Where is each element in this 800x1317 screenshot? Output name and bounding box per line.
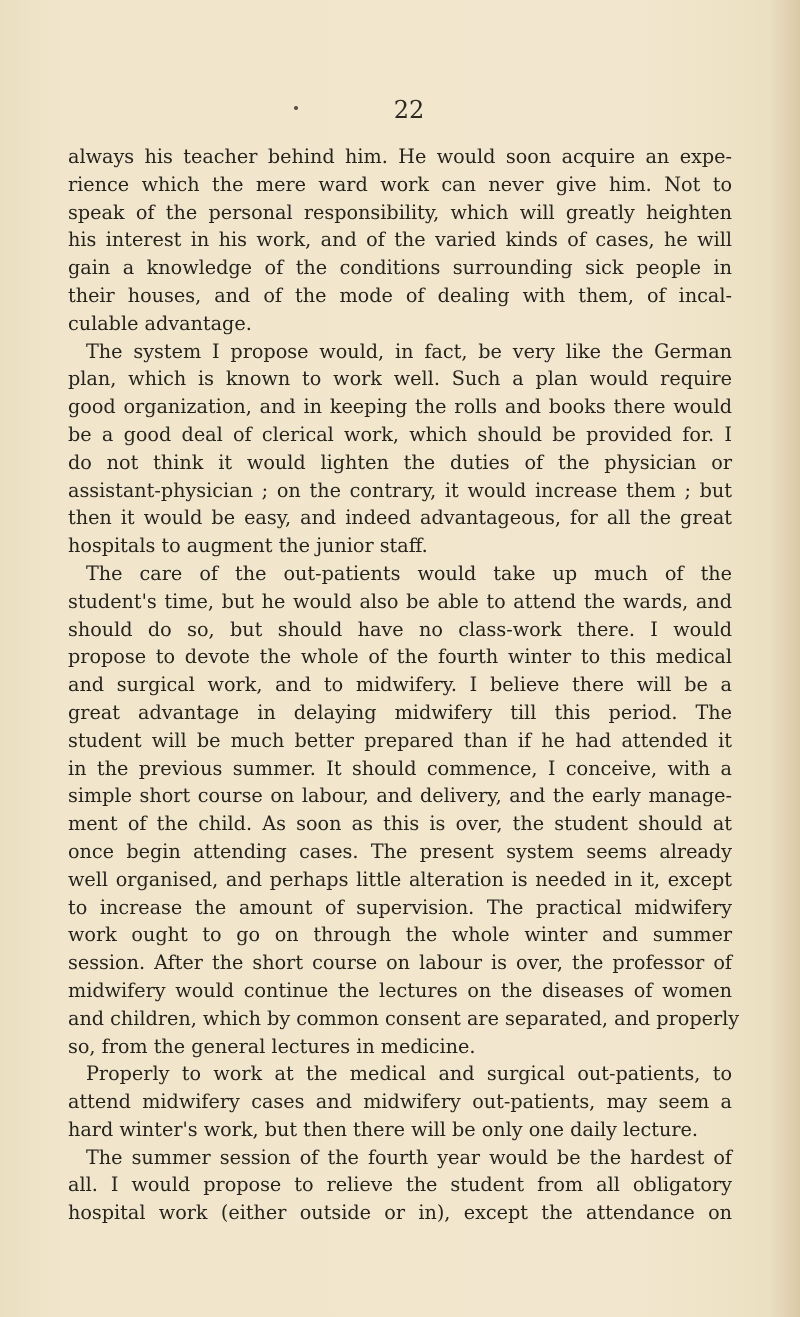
text-line: and surgical work, and to midwifery. I believe there will be a [68, 673, 732, 697]
text-line: their houses, and of the mode of dealing with them, of incal- [68, 283, 732, 307]
text-line: The care of the out-patients would take up much of the [86, 561, 732, 585]
text-line: simple short course on labour, and delivery, and the early manage- [68, 784, 732, 808]
body-text [68, 143, 740, 1227]
text-line: work ought to go on through the whole winter and summer [68, 923, 732, 947]
text-line: his interest in his work, and of the varied kinds of cases, he will [68, 228, 732, 252]
text-line: well organised, and perhaps little alteration is needed in it, except [68, 867, 732, 891]
text-line: be a good deal of clerical work, which should be provided for. I [68, 422, 732, 446]
text-line: all. I would propose to relieve the student from all obligatory [68, 1173, 732, 1197]
text-line: speak of the personal responsibility, which will greatly heighten [68, 200, 732, 224]
text-line: hard winter's work, but then there will be only one daily lecture. [68, 1117, 698, 1141]
text-line: once begin attending cases. The present system seems already [68, 839, 732, 863]
text-line: then it would be easy, and indeed advantageous, for all the great [68, 506, 732, 530]
page-number: 22 [393, 96, 425, 124]
text-line: student will be much better prepared than if he had attended it [68, 728, 732, 752]
text-line: attend midwifery cases and midwifery out-patients, may seem a [68, 1090, 732, 1114]
text-line: always his teacher behind him. He would soon acquire an expe- [68, 145, 732, 168]
text-line: to increase the amount of supervision. The practical midwifery [68, 895, 732, 919]
text-line: The system I propose would, in fact, be very like the German [86, 339, 732, 363]
text-line: so, from the general lectures in medicine. [68, 1034, 476, 1058]
text-line: midwifery would continue the lectures on the diseases of women [68, 978, 732, 1002]
text-line: do not think it would lighten the duties of the physician or [68, 450, 732, 474]
text-line: hospital work (either outside or in), except the attendance on [68, 1201, 732, 1225]
text-line: culable advantage. [68, 311, 252, 335]
text-line: hospitals to augment the junior staff. [68, 534, 428, 558]
text-line: good organization, and in keeping the rolls and books there would [68, 395, 732, 419]
text-line: great advantage in delaying midwifery till this period. The [68, 700, 732, 724]
text-line: student's time, but he would also be able to attend the wards, and [68, 589, 732, 613]
text-line: The summer session of the fourth year would be the hardest of [86, 1145, 732, 1169]
text-line: should do so, but should have no class-work there. I would [68, 617, 732, 641]
text-line: plan, which is known to work well. Such a plan would require [68, 367, 732, 391]
text-line: ment of the child. As soon as this is over, the student should at [68, 812, 732, 836]
text-line: assistant-physician ; on the contrary, it would increase them ; but [68, 478, 732, 502]
text-line: propose to devote the whole of the fourth winter to this medical [68, 645, 732, 669]
text-line: Properly to work at the medical and surgical out-patients, to [86, 1062, 732, 1086]
text-line: session. After the short course on labour is over, the professor of [68, 951, 732, 975]
text-line: in the previous summer. It should commence, I conceive, with a [68, 756, 732, 780]
text-line: and children, which by common consent are separated, and properly [68, 1006, 740, 1030]
text-line: rience which the mere ward work can never give him. Not to [68, 172, 732, 196]
text-line: gain a knowledge of the conditions surrounding sick people in [68, 256, 732, 280]
